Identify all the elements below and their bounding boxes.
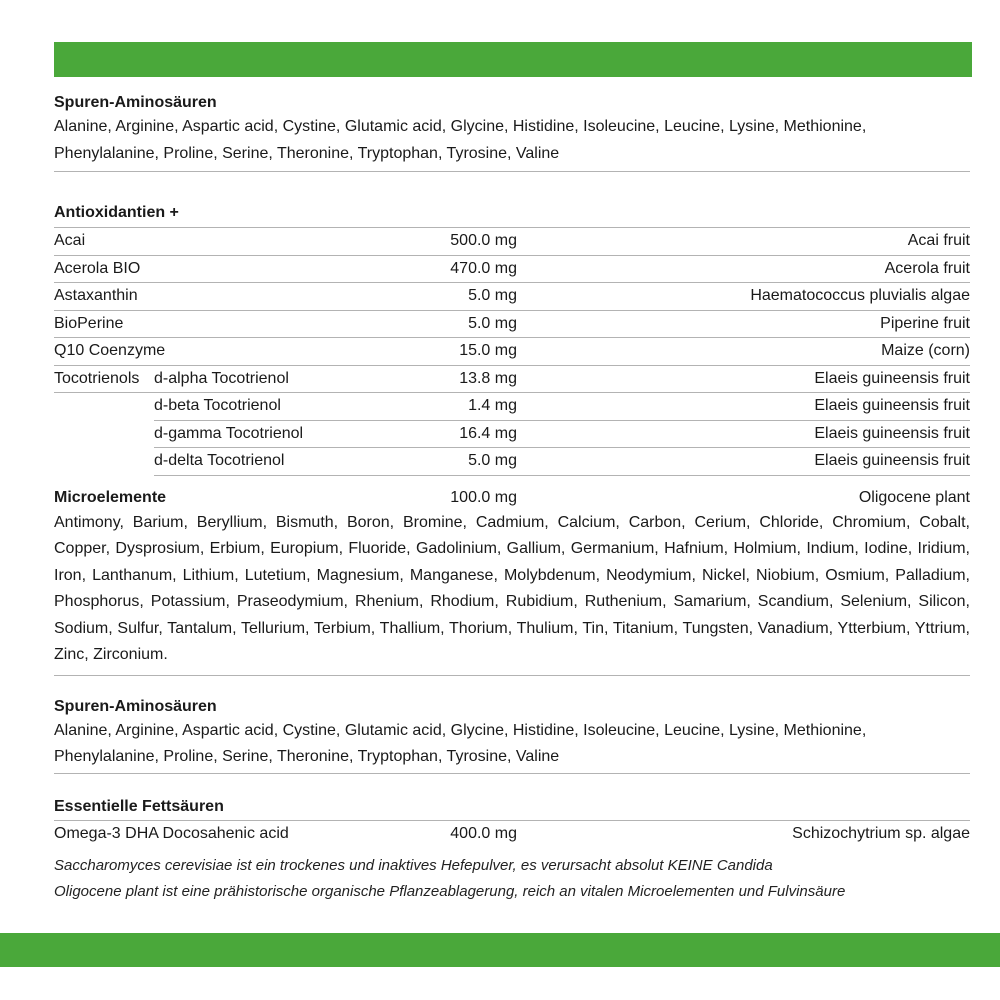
amino-acids-list: Alanine, Arginine, Aspartic acid, Cystine, Glutamic acid, Glycine, Histidine, Isoleucine, Leucine, Lysine, Methionine, Phenylalanine, Proline, Serine, Theronine, Tryptophan, Tyrosine, Valine: [54, 721, 867, 765]
footnote: Saccharomyces cerevisiae ist ein trockenes und inaktives Hefepulver, es verursacht absolut KEINE Candida: [54, 856, 773, 874]
ingredient-source: Piperine fruit: [880, 314, 970, 332]
footnotes: [54, 853, 970, 905]
ingredient-amount: 13.8 mg: [459, 369, 517, 387]
microelements-section: [54, 486, 970, 676]
ingredient-amount: 500.0 mg: [450, 232, 517, 249]
ingredient-name: Tocotrienols: [54, 369, 140, 387]
amino-acids-list: Alanine, Arginine, Aspartic acid, Cystine, Glutamic acid, Glycine, Histidine, Isoleucine, Leucine, Lysine, Methionine, Phenylalanine, Proline, Serine, Theronine, Tryptophan, Tyrosine, Valine: [54, 118, 867, 162]
table-row: [54, 338, 970, 365]
ingredient-name: Acerola BIO: [54, 259, 141, 277]
table-row: [54, 256, 970, 284]
table-row: [54, 311, 970, 339]
ingredient-name: Acai: [54, 232, 86, 249]
amino-acids-section-1: [54, 92, 970, 172]
ingredient-subname: d-beta Tocotrienol: [154, 397, 281, 414]
section-heading: Essentielle Fettsäuren: [54, 796, 970, 821]
ingredient-name: Q10 Coenzyme: [54, 342, 166, 359]
table-row: [154, 421, 970, 449]
section-heading: Antioxidantien +: [54, 202, 970, 228]
section-heading: Spuren-Aminosäuren: [54, 697, 217, 715]
ingredient-source: Acerola fruit: [884, 259, 970, 277]
section-heading: Microelemente: [54, 488, 167, 506]
bottom-green-bar: [0, 933, 1000, 967]
ingredient-name: Astaxanthin: [54, 287, 138, 304]
ingredient-source: Acai fruit: [907, 232, 970, 249]
amino-acids-section-2: [54, 696, 970, 774]
ingredient-amount: 15.0 mg: [459, 342, 517, 359]
microelements-header-row: [54, 486, 970, 510]
table-row: [54, 283, 970, 311]
ingredient-name: BioPerine: [54, 314, 124, 332]
ingredient-source: Elaeis guineensis fruit: [814, 397, 970, 414]
table-row: [54, 821, 970, 849]
ingredient-amount: 470.0 mg: [450, 259, 517, 277]
ingredients-content: [54, 92, 970, 905]
ingredient-amount: 5.0 mg: [468, 287, 517, 304]
ingredient-amount: 16.4 mg: [459, 424, 517, 442]
ingredient-amount: 100.0 mg: [450, 488, 517, 506]
ingredient-source: Elaeis guineensis fruit: [814, 452, 970, 469]
ingredient-subname: d-gamma Tocotrienol: [154, 424, 304, 442]
ingredient-name: Omega-3 DHA Docosahenic acid: [54, 824, 289, 842]
ingredient-subname: d-delta Tocotrienol: [154, 452, 285, 469]
ingredient-source: Schizochytrium sp. algae: [792, 824, 970, 842]
table-row: [154, 448, 970, 476]
top-green-bar: [54, 42, 972, 77]
ingredient-source: Elaeis guineensis fruit: [814, 424, 970, 442]
fatty-acids-section: [54, 796, 970, 849]
ingredient-source: Maize (corn): [881, 342, 970, 359]
ingredient-source: Oligocene plant: [858, 488, 970, 506]
antioxidants-section: [54, 202, 970, 476]
microelements-list: Antimony, Barium, Beryllium, Bismuth, Boron, Bromine, Cadmium, Calcium, Carbon, Cerium, Chloride, Chromium, Cobalt, Copper, Dysprosium, Erbium, Europium, Fluoride, Gadolinium, Gallium, Germanium, Hafnium, Holmium, Indium, Iodine, Iridium, Iron, Lanthanum, Lithium, Lutetium, Magnesium, Manganese, Molybdenum, Neodymium, Nickel, Niobium, Osmium, Palladium, Phosphorus, Potassium, Praseodymium, Rhenium, Rhodium, Rubidium, Ruthenium, Samarium, Scandium, Selenium, Silicon, Sodium, Sulfur, Tantalum, Tellurium, Terbium, Thallium, Thorium, Thulium, Tin, Titanium, Tungsten, Vanadium, Ytterbium, Yttrium, Zinc, Zirconium.: [54, 513, 970, 663]
section-heading: Spuren-Aminosäuren: [54, 94, 217, 111]
ingredient-amount: 5.0 mg: [468, 452, 517, 469]
ingredient-amount: 1.4 mg: [468, 397, 517, 414]
ingredient-amount: 5.0 mg: [468, 314, 517, 332]
table-row: [154, 393, 970, 421]
footnote: Oligocene plant ist eine prähistorische organische Pflanzeablagerung, reich an vitalen Microelementen und Fulvinsäure: [54, 882, 846, 900]
ingredient-source: Elaeis guineensis fruit: [814, 369, 970, 387]
table-row: [54, 228, 970, 256]
ingredient-source: Haematococcus pluvialis algae: [750, 287, 970, 304]
ingredient-subname: d-alpha Tocotrienol: [154, 369, 289, 387]
table-row: [54, 365, 970, 394]
ingredient-amount: 400.0 mg: [450, 824, 517, 842]
